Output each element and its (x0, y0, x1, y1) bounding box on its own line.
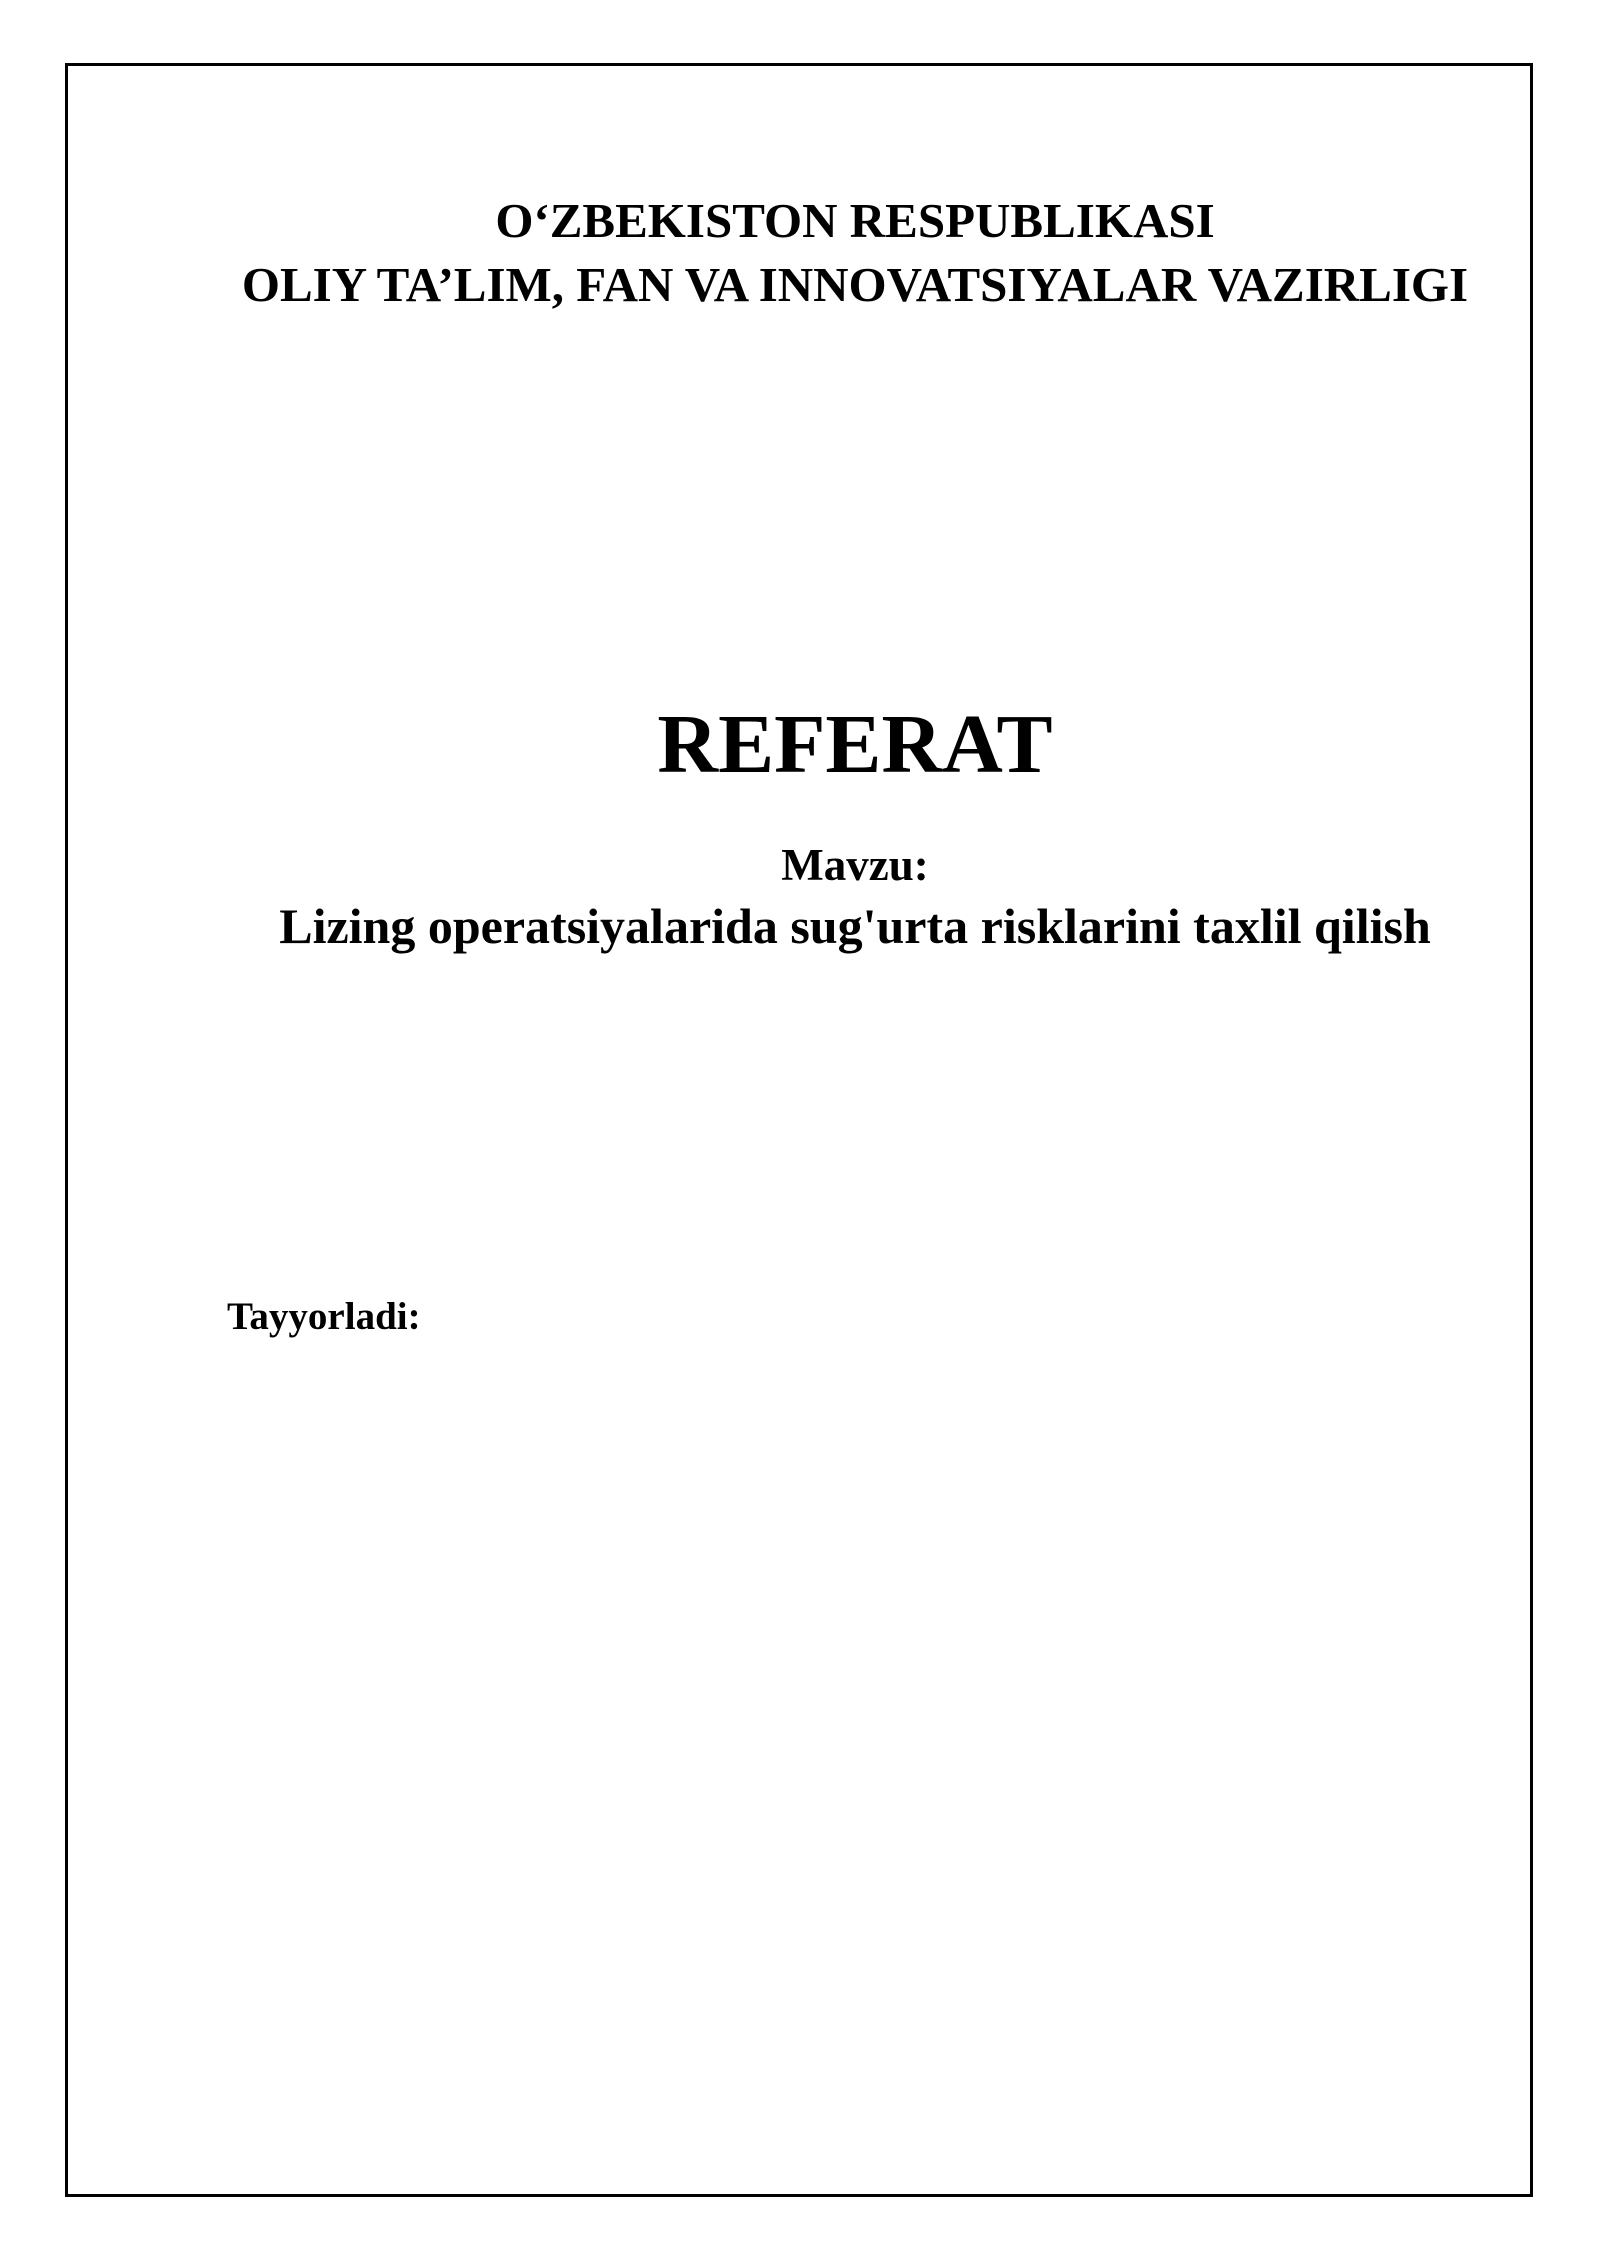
ministry-header (225, 189, 1485, 317)
topic-title: Lizing operatsiyalarida sug'urta risklarini taxlil qilish (279, 898, 1431, 954)
page-border (65, 63, 1533, 2197)
topic-label: Mavzu: (781, 840, 929, 890)
prepared-by-label: Tayyorladi: (227, 1295, 421, 1338)
document-title: REFERAT (657, 698, 1053, 791)
ministry-line: OLIY TA’LIM, FAN VA INNOVATSIYALAR VAZIRLIGI (241, 257, 1469, 312)
country-line: OʻZBEKISTON RESPUBLIKASI (495, 193, 1215, 248)
